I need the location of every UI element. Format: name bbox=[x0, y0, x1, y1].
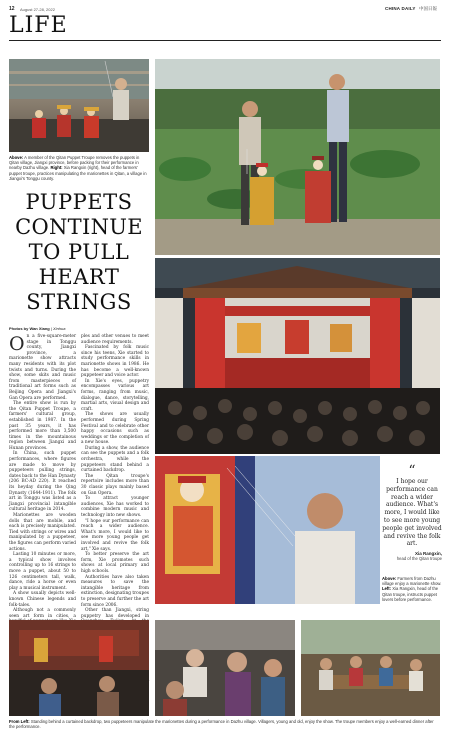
article-column-1 bbox=[9, 334, 76, 624]
article-paragraph: To attract younger audiences, Xie has worked to combine modern music and technology into new shows. bbox=[81, 496, 149, 518]
photo-xia-instructing bbox=[155, 456, 380, 604]
article-paragraph: In Xie's eyes, puppetry encompasses various art forms, ranging from music, dialogue, dance, storytelling, martial arts, visual design and craft. bbox=[81, 378, 149, 412]
caption-top-text2: Xia Rangxin (right), head of the farmers' puppet troupe, practices manipulating the marionettes in Qitan, a village in Jiangxi's Tonggu county. bbox=[9, 165, 147, 181]
article-paragraph: The Qitan troupe's repertoire includes more than 30 classic plays mainly based on Gan Opera. bbox=[81, 473, 149, 496]
headline-line-2: CONTINUE bbox=[15, 215, 143, 239]
page-number: 12 bbox=[9, 6, 15, 12]
caption-bottom-label: From Left: bbox=[9, 719, 30, 724]
headline-line-3: TO PULL bbox=[28, 240, 130, 264]
caption-bottom-text: Standing behind a curtained backdrop, two puppeteers manipulate the marionettes during a performance in Dazhu village. Villagers, young and old, enjoy the show. The troupe members enjoy a well-earned dinner after the performance. bbox=[9, 719, 434, 730]
caption-right-label2: Left: bbox=[382, 586, 392, 592]
quote-text: I hope our performance can reach a wider audience. What's more, I would like to see more young people get involved and revive the folk art. bbox=[382, 478, 442, 548]
quote-attribution-role: head of the Qitan troupe bbox=[396, 556, 442, 562]
caption-right bbox=[382, 576, 442, 602]
byline-photographer: Photos by Wan Xiang bbox=[9, 326, 50, 331]
caption-top-text: A member of the Qitan Puppet Troupe removes the puppets in Qitan village, Jiangxi province, before packing for their performance in nearby Dazhu village. bbox=[9, 155, 140, 171]
article-paragraph: Lasting 10 minutes or more, a typical show involves controlling up to 16 strings to move a puppet, about 50 to 126 centimeters tall, walk, dance, ride a horse or even play a musical instrument. bbox=[9, 552, 76, 591]
byline: Photos by Wan Xiang | Xinhua bbox=[9, 326, 66, 331]
article-text: n a five-square-meter stage in Tonggu county, Jiangxi province, a marionette show attracts many residents with its plot twists and turns. During the show, some skits and music from masterpieces of traditional art forms such as Beijing Opera and Jiangxi's Gan Opera are performed. bbox=[9, 334, 76, 401]
headline bbox=[9, 190, 149, 315]
caption-top bbox=[9, 155, 149, 181]
article-paragraph: The shows are usually performed during Spring Festival and to celebrate other happy occasions such as weddings or the completion of a new house. bbox=[81, 412, 149, 446]
pull-quote bbox=[382, 463, 442, 562]
issue-date: August 27-28, 2022 bbox=[20, 6, 55, 12]
article-paragraph: Although not a commonly seen art form in cities, a bbox=[9, 608, 76, 619]
brand-name: CHINA DAILY bbox=[385, 6, 416, 11]
photo-xia-rangxin-practicing bbox=[155, 59, 440, 255]
article-paragraph: Marionettes are wooden dolls that are mobile, and each is precisely manipulated. Tied with strings or wires and manipulated by a puppeteer, the figures can perform varied actions. bbox=[9, 513, 76, 552]
brand-name-cn: 中国日報 bbox=[419, 7, 437, 12]
photo-troupe-dinner bbox=[301, 620, 440, 716]
quote-mark-icon: “ bbox=[408, 463, 416, 479]
caption-top-label: Above: bbox=[9, 155, 24, 160]
caption-right-text: Farmers from Dazhu village enjoy a marionette show. bbox=[382, 576, 442, 587]
photo-village-stage-show bbox=[155, 258, 440, 454]
article-paragraph: To better preserve the art form, Xie promotes such shows at local primary and high schools. bbox=[81, 552, 149, 574]
caption-right-text2: Xia Rangxin, head of the Qitan troupe, instructs puppet lovers before performance. bbox=[382, 586, 439, 602]
article-paragraph: In China, such puppet performances, where figures are made to move by puppeteers pulling strings, dates back to the Han Dynasty (206 BC-AD 220). It reached its heyday during the Qing Dynasty (1644-1911). The folk art in Tonggu was listed as a Jiangxi provincial intangible cultural heritage in 2014. bbox=[9, 451, 76, 513]
article-paragraph: Authorities have also taken measures to save the intangible heritage from extinction, designating troupes to preserve and further the art form since 2006. bbox=[81, 574, 149, 608]
article-paragraph: ples and other venues to meet audience requirements. bbox=[81, 334, 149, 345]
article-paragraph: During a show, the audience can see the puppets and a folk orchestra, while the puppeteers stand behind a curtained backdrop. bbox=[81, 445, 149, 474]
article-paragraph: A show usually depicts well-known Chinese legends and folk-tales. bbox=[9, 591, 76, 608]
article-paragraph bbox=[9, 334, 76, 401]
article-paragraph: "I hope our performance can reach a wider audience. What's more, I would like to see more young people get involved and revive the folk art," Xie says. bbox=[81, 518, 149, 552]
drop-cap: O bbox=[9, 333, 25, 355]
article-paragraph: Other than Jiangxi, string puppetry has developed in bbox=[81, 608, 149, 619]
headline-line-5: STRINGS bbox=[26, 290, 132, 314]
caption-top-label2: Right: bbox=[50, 165, 63, 171]
photo-villagers-watching bbox=[155, 620, 295, 716]
caption-right-label: Above: bbox=[382, 576, 397, 581]
byline-source: Xinhua bbox=[53, 326, 66, 331]
headline-line-4: HEART bbox=[38, 265, 120, 289]
article-column-2 bbox=[81, 334, 149, 624]
headline-line-1: PUPPETS bbox=[25, 190, 133, 214]
section-title: LIFE bbox=[9, 13, 68, 38]
quote-attribution: Xia Rangxin, bbox=[414, 551, 442, 557]
header-rule bbox=[9, 40, 441, 41]
photo-puppeteers-backstage bbox=[9, 620, 149, 716]
caption-bottom bbox=[9, 719, 440, 729]
article-paragraph: Fascinated by folk music since his teens, Xie started to study performance skills in marionette shows in 1986. He has become a well-known puppeteer and voice actor. bbox=[81, 345, 149, 379]
photo-puppet-troupe-member bbox=[9, 59, 149, 152]
article-paragraph: The entire show is run by the Qitan Puppet Troupe, a farmers' cultural group, established in 1987. In the past 35 years, it has performed more than 3,500 times in the mountainous region between Jiangxi and Hunan provinces. bbox=[9, 401, 76, 451]
